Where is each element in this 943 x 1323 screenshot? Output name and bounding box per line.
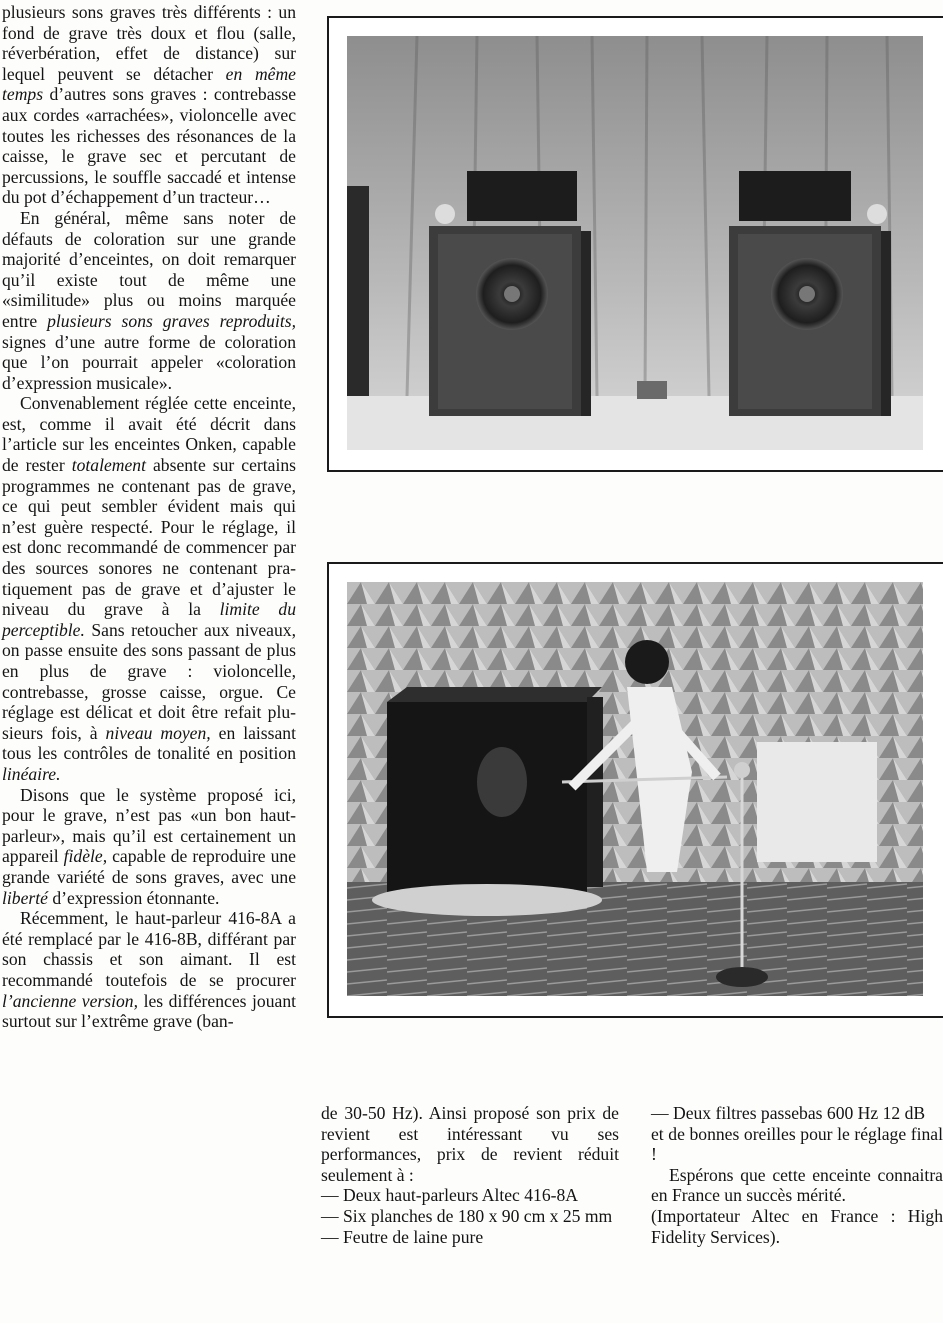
photo-technician-adjusting-enclosure [347,582,923,996]
list-item: — Deux haut-parleurs Altec 416-8A [321,1185,578,1206]
paragraph-esperons: Espérons que cette enceinte connaitra en France un succès mérité. [651,1164,943,1206]
photo-two-speaker-enclosures [347,36,923,450]
list-item: — Feutre de laine pure [321,1226,484,1247]
right-text-column [651,1103,943,1247]
paragraph-haut-parleur: Récemment, le haut-parleur 416-8A a été remplacé par le 416-8B, différant par son chassis et son aimant. Il est recommandé toutefois de se procurer l’ancienne version, les différences jouant surtout sur l’extrême grave (ban- [2,908,297,1032]
paragraph-reglage: Convenablement réglée cette enceinte, est, comme il avait été décrit dans l’article sur les enceintes Onken, capable de rester totalement absente sur certains programmes ne contenant pas de grave, ce qui peut sembler évident mais qui n’est guère respecté. Pour le réglage, il est donc recommandé de commencer par des sources sonores ne contenant pratiquement pas de grave et d’ajuster le niveau du grave à la limite du perceptible. Sans retoucher aux niveaux, on passe ensuite des sons passant de plus en plus de grave : violoncelle, contrebasse, grosse caisse, orgue. Ce réglage est délicat et doit être refait plusieurs fois, à niveau moyen, en laissant tous les contrôles de tonalité en position linéaire. [2,393,296,784]
photo-frame-anechoic-room [327,562,943,1018]
photo-frame-two-enclosures [327,16,943,472]
paragraph-systeme-propose: Disons que le système proposé ici, pour le grave, n’est pas «un bon haut-parleur», mais qu’il est certainement un appareil fidèle, capable de reproduire une grande variété de sons graves, avec une liberté d’expression étonnante. [2,784,296,908]
paragraph-reglage-final: et de bonnes oreilles pour le réglage final ! [651,1123,943,1165]
photo-enclosures-illustration [347,36,923,450]
left-text-column [2,2,296,1032]
photo-anechoic-illustration [347,582,923,996]
paragraph-coloration-examples: plusieurs sons graves très différents : un fond de grave très doux et flou (salle, réverbération, effet de distance) sur lequel peuvent se détacher en même temps d’autres sons graves : contrebasse aux cordes «arrachées», violoncelle avec toutes les richesses des résonances de la caisse, le grave sec et percutant de percussions, le souffle saccadé et intense du pot d’échappement d’un tracteur… [2,2,297,208]
middle-text-column [321,1103,619,1247]
paragraph-similitude: En général, même sans noter de défauts de coloration sur une grande majorité d’enceintes, on doit remarquer qu’il existe tout de même une «similitude» plus ou moins marquée entre plusieurs sons graves reproduits, signes d’une autre forme de coloration que l’on pourrait appeler «coloration d’expression musicale». [2,207,297,393]
list-item: — Six planches de 180 x 90 cm x 25 mm [321,1205,613,1226]
paragraph-prix-de-revient: de 30-50 Hz). Ainsi proposé son prix de revient est intéressant vu ses performances, prix de revient réduit seulement à : [321,1103,619,1185]
list-item: — Deux filtres passebas 600 Hz 12 dB [651,1103,926,1123]
paragraph-importateur: (Importateur Altec en France : High Fidelity Services). [651,1205,943,1247]
